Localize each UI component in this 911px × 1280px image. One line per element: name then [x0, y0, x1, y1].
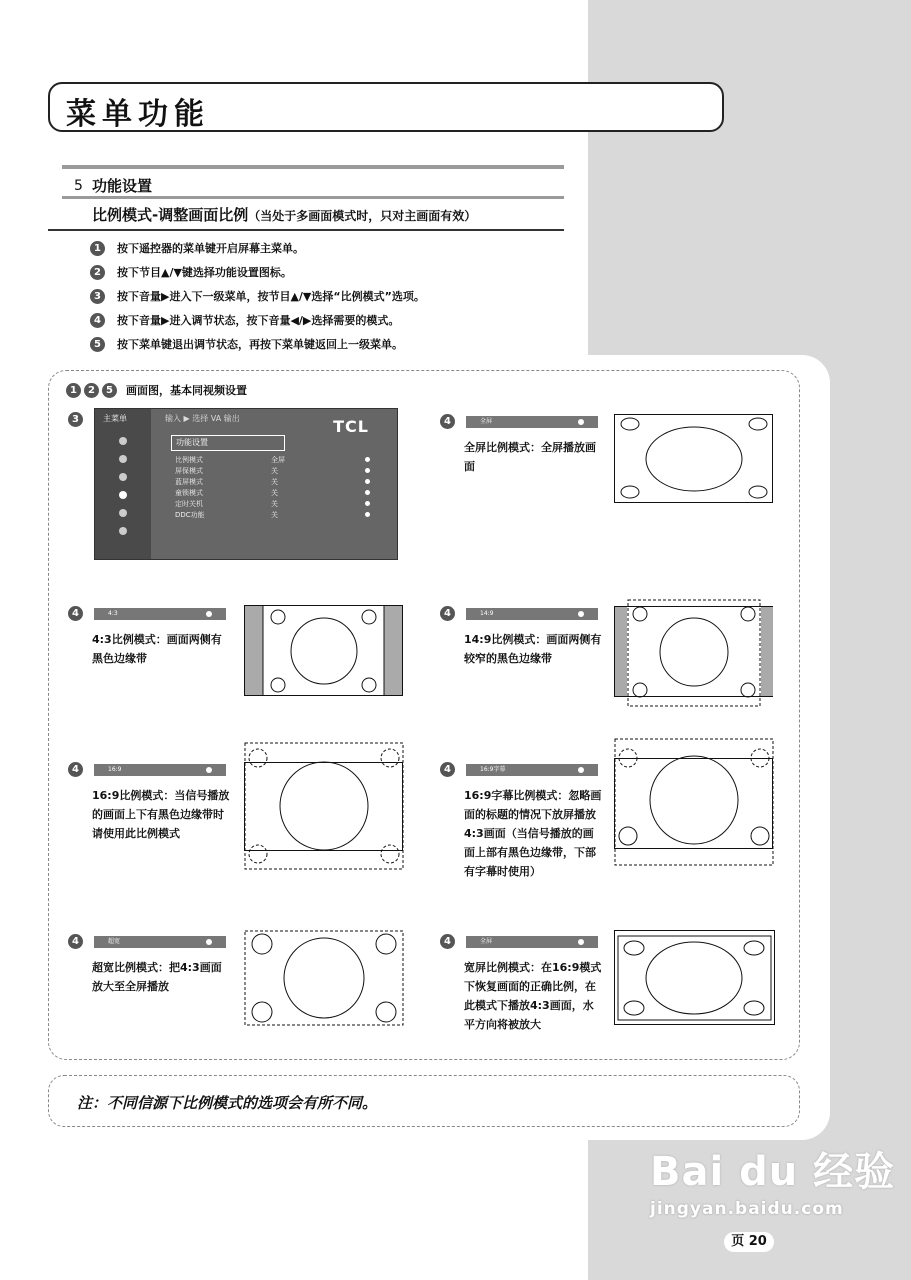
mode-bar — [466, 764, 598, 776]
mode-bar — [466, 936, 598, 948]
screen-diagram-16-9 — [244, 742, 406, 872]
mode-number: 4 — [68, 762, 83, 777]
mode-bar — [94, 608, 226, 620]
osd-step-number: 3 — [68, 412, 83, 427]
step-item — [90, 236, 425, 260]
mode-bar-label: 16:9字幕 — [480, 766, 506, 773]
header-number: 2 — [84, 383, 99, 398]
step-item — [90, 284, 425, 308]
mode-bar — [466, 608, 598, 620]
osd-sidebar-title: 主菜单 — [103, 414, 127, 423]
step-number: 3 — [90, 289, 105, 304]
mode-bar-dot — [206, 767, 212, 773]
mode-description: 16:9比例模式：当信号播放的画面上下有黑色边缘带时请使用此比例模式 — [92, 789, 230, 840]
step-item — [90, 332, 425, 356]
screen-diagram-16-9-subtitle — [614, 738, 776, 868]
osd-row-label: 屏保模式 — [175, 467, 203, 475]
step-item — [90, 308, 425, 332]
screen-diagram-4-3 — [244, 605, 404, 697]
osd-row — [175, 466, 375, 475]
step-number: 1 — [90, 241, 105, 256]
page-title-box — [48, 82, 724, 132]
mode-number: 4 — [440, 414, 455, 429]
mode-16-9-subtitle — [440, 762, 610, 892]
osd-row-dot — [365, 490, 370, 495]
section-rule-top — [62, 165, 564, 169]
step-item — [90, 260, 425, 284]
mode-description: 全屏比例模式：全屏播放画面 — [464, 441, 596, 473]
osd-icon — [119, 473, 127, 481]
step-text: 按下遥控器的菜单键开启屏幕主菜单。 — [117, 242, 304, 255]
step-number: 2 — [90, 265, 105, 280]
osd-row-dot — [365, 501, 370, 506]
mode-number: 4 — [68, 606, 83, 621]
osd-row-label: 定时关机 — [175, 500, 203, 508]
osd-row — [175, 499, 375, 508]
step-text: 按下音量▶进入调节状态，按下音量◀/▶选择需要的模式。 — [117, 314, 400, 327]
step-number: 4 — [90, 313, 105, 328]
mode-number: 4 — [440, 606, 455, 621]
osd-row-dot — [365, 468, 370, 473]
page-number: 页 20 — [724, 1232, 774, 1252]
mode-bar-label: 超宽 — [108, 938, 121, 945]
osd-row-value: 关 — [271, 467, 278, 475]
mode-number: 4 — [440, 762, 455, 777]
panel-header — [66, 382, 247, 398]
osd-row — [175, 477, 375, 486]
section-number: 5 — [74, 178, 83, 194]
osd-icon — [119, 455, 127, 463]
watermark-logo: Bai du 经验 — [650, 1149, 896, 1195]
osd-tabs: 输入 ▶ 选择 VA 输出 — [165, 414, 240, 423]
header-number: 1 — [66, 383, 81, 398]
mode-bar-dot — [206, 939, 212, 945]
subtitle-note: （当处于多画面模式时，只对主画面有效） — [248, 209, 477, 223]
mode-bar-label: 4:3 — [108, 610, 118, 617]
osd-row-value: 全屏 — [271, 456, 285, 464]
mode-14-9 — [440, 606, 610, 696]
osd-icon-selected — [119, 491, 127, 499]
osd-row-dot — [365, 457, 370, 462]
note-text: 注：不同信源下比例模式的选项会有所不同。 — [77, 1094, 378, 1112]
mode-bar — [466, 416, 598, 428]
screen-diagram-14-9 — [614, 598, 774, 708]
osd-icon — [119, 509, 127, 517]
mode-bar-dot — [578, 939, 584, 945]
mode-bar-label: 14:9 — [480, 610, 494, 617]
osd-icon — [119, 527, 127, 535]
mode-fullscreen — [440, 414, 610, 504]
osd-menu-screenshot — [94, 408, 398, 560]
mode-description: 16:9字幕比例模式：忽略画面的标题的情况下放屏播放4:3画面（当信号播放的画面上部有黑色边缘带，下部有字幕时使用） — [464, 789, 602, 878]
step-text: 按下音量▶进入下一级菜单，按节目▲/▼选择“比例模式”选项。 — [117, 290, 425, 303]
mode-bar-dot — [578, 611, 584, 617]
screen-diagram-wide — [614, 930, 776, 1026]
screen-diagram-super-wide — [244, 930, 406, 1026]
osd-row-value: 关 — [271, 489, 278, 497]
mode-description: 14:9比例模式：画面两侧有较窄的黑色边缘带 — [464, 633, 602, 665]
watermark-url: jingyan.baidu.com — [650, 1199, 844, 1219]
header-text: 画面图，基本同视频设置 — [126, 384, 247, 397]
mode-16-9 — [68, 762, 238, 852]
osd-row-label: 比例模式 — [175, 456, 203, 464]
osd-menu-title: 功能设置 — [171, 435, 285, 451]
mode-number: 4 — [440, 934, 455, 949]
section-rule-mid — [62, 196, 564, 199]
mode-bar — [94, 764, 226, 776]
subtitle-main: 比例模式-调整画面比例 — [92, 206, 249, 224]
page-title: 菜单功能 — [66, 97, 210, 132]
subtitle — [92, 204, 476, 225]
osd-sidebar — [95, 409, 151, 559]
mode-wide — [440, 934, 610, 1044]
mode-description: 超宽比例模式：把4:3画面放大至全屏播放 — [92, 961, 222, 993]
mode-number: 4 — [68, 934, 83, 949]
osd-icon — [119, 437, 127, 445]
mode-description: 宽屏比例模式：在16:9模式下恢复画面的正确比例，在此模式下播放4:3画面，水平方向将被放大 — [464, 961, 602, 1031]
mode-bar-dot — [578, 767, 584, 773]
osd-row-label: DDC功能 — [175, 511, 205, 519]
osd-row-label: 童锁模式 — [175, 489, 203, 497]
section-title: 功能设置 — [92, 177, 153, 195]
osd-row — [175, 455, 375, 464]
osd-row-value: 关 — [271, 511, 278, 519]
section-rule-bottom — [48, 229, 564, 231]
osd-row — [175, 488, 375, 497]
osd-row-dot — [365, 479, 370, 484]
note-panel — [48, 1075, 800, 1127]
mode-bar-dot — [206, 611, 212, 617]
steps-list — [90, 236, 425, 356]
step-number: 5 — [90, 337, 105, 352]
osd-row-dot — [365, 512, 370, 517]
baidu-watermark — [650, 1140, 895, 1219]
mode-bar-label: 全屏 — [480, 938, 493, 945]
mode-bar-label: 全屏 — [480, 418, 493, 425]
header-number: 5 — [102, 383, 117, 398]
tcl-logo: TCL — [333, 417, 369, 436]
screen-diagram-fullscreen — [614, 414, 774, 504]
mode-super-wide — [68, 934, 238, 1024]
mode-bar-dot — [578, 419, 584, 425]
step-text: 按下菜单键退出调节状态，再按下菜单键返回上一级菜单。 — [117, 338, 403, 351]
mode-description: 4:3比例模式：画面两侧有黑色边缘带 — [92, 633, 222, 665]
osd-row — [175, 510, 375, 519]
osd-row-label: 蓝屏模式 — [175, 478, 203, 486]
mode-bar-label: 16:9 — [108, 766, 122, 773]
mode-bar — [94, 936, 226, 948]
osd-row-value: 关 — [271, 478, 278, 486]
mode-4-3 — [68, 606, 238, 696]
step-text: 按下节目▲/▼键选择功能设置图标。 — [117, 266, 292, 279]
osd-row-value: 关 — [271, 500, 278, 508]
